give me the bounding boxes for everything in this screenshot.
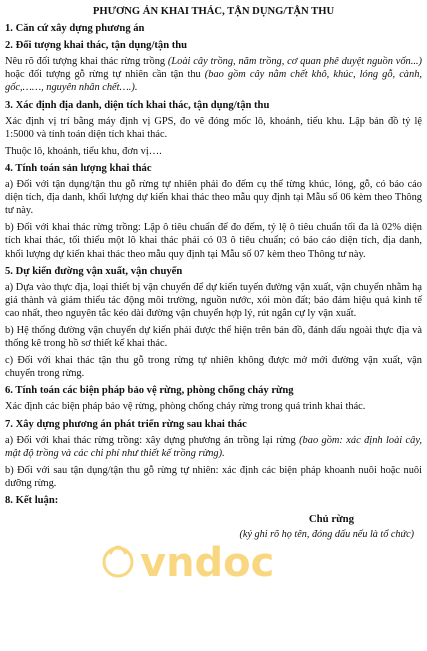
- section-paragraph: [5, 178, 422, 217]
- section-heading: 4. Tính toán sản lượng khai thác: [5, 162, 152, 174]
- section-heading: 8. Kết luận:: [5, 495, 59, 506]
- signature-block: [5, 513, 422, 541]
- section-heading: 5. Dự kiến đường vận xuất, vận chuyển: [5, 265, 183, 277]
- italic-text: (bao gồm cây nằm chết khô, khúc, lóng gỗ, cành, gốc,……, nguyên nhân chết….).: [5, 69, 422, 94]
- section-paragraph: [5, 221, 422, 260]
- section-paragraph: [5, 400, 422, 413]
- italic-text: (bao gồm: xác định loài cây, mật độ trồng và các chi phí như thiết kế trồng rừng).: [5, 434, 422, 459]
- svg-text:vndoc: vndoc: [140, 540, 275, 586]
- body-text: Xác định vị trí bằng máy định vị GPS, đo vẽ đóng mốc lô, khoảnh, tiểu khu. Lập bản đồ tỷ lệ 1:5000 và tính toán diện tích khai thác.: [5, 115, 422, 140]
- section-paragraph: [5, 434, 422, 460]
- body-text: a) Đối với khai thác rừng trồng: xây dựng phương án trồng lại rừng: [5, 434, 300, 446]
- section-heading: 3. Xác định địa danh, diện tích khai thác, tận dụng/tận thu: [5, 99, 270, 111]
- section-heading: 2. Đối tượng khai thác, tận dụng/tận thu: [5, 40, 188, 52]
- section-paragraph: [5, 354, 422, 380]
- section-paragraph: [5, 281, 422, 320]
- section-paragraph: [5, 464, 422, 490]
- body-text: b) Hệ thống đường vận chuyển dự kiến phải được thể hiện trên bản đồ, đánh dấu ngoài thực địa và thống kê trong hồ sơ thiết kế khai thác.: [5, 324, 422, 350]
- section-paragraph: [5, 324, 422, 350]
- section-heading: 1. Căn cứ xây dựng phương án: [5, 23, 145, 35]
- body-text: hoặc đối tượng gỗ rừng tự nhiên cần tận thu: [5, 69, 205, 81]
- signature-title: Chủ rừng: [308, 513, 354, 526]
- body-text: a) Dựa vào thực địa, loại thiết bị vận chuyển để dự kiến tuyến đường vận xuất, vận chuyển nhằm hạ giá thành và giảm thiểu tác động môi trường, nguồn nước, xói mòn đất; bảo đảm hiệu quả kinh tế cao nhất, theo nguyên tắc kéo dài đường vận chuyển hợp lý, rút ngắn cự ly vận xuất.: [5, 281, 422, 319]
- signature-note: (ký ghi rõ họ tên, đóng dấu nếu là tổ chức): [239, 529, 414, 541]
- section-paragraph: [5, 55, 422, 94]
- section-heading: 6. Tính toán các biện pháp bảo vệ rừng, phòng chống cháy rừng: [5, 385, 294, 397]
- section-paragraph: [5, 115, 422, 141]
- body-text: b) Đối với sau tận dụng/tận thu gỗ rừng tự nhiên: xác định các biện pháp khoanh nuôi hoặc nuôi dưỡng rừng.: [5, 464, 422, 489]
- body-text: b) Đối với khai thác rừng trồng: Lập ô tiêu chuẩn để đo đếm, tỷ lệ ô tiêu chuẩn tối đa là 02% diện tích khai thác, tối thiểu một lô khai thác phải có 03 ô tiêu chuẩn; có báo cáo diện tích, địa danh, khối lượng dự kiến khai thác theo mẫu quy định tại Mẫu số 07 kèm theo Thông tư này.: [5, 222, 422, 260]
- body-text: Thuộc lô, khoảnh, tiểu khu, đơn vị….: [5, 145, 162, 157]
- document-body: [5, 22, 422, 507]
- section-heading: 7. Xây dựng phương án phát triển rừng sau khai thác: [5, 418, 247, 430]
- document-title: PHƯƠNG ÁN KHAI THÁC, TẬN DỤNG/TẬN THU: [92, 6, 335, 17]
- body-text: c) Đối với khai thác tận thu gỗ trong rừng tự nhiên không được mở mới đường vận xuất, vận chuyển trong rừng.: [5, 355, 422, 380]
- section-paragraph: [5, 145, 422, 158]
- body-text: Nêu rõ đối tượng khai thác rừng trồng: [5, 56, 168, 68]
- body-text: a) Đối với tận dụng/tận thu gỗ rừng tự nhiên phải đo đếm cụ thể từng khúc, lóng, gỗ, có báo cáo diện tích, địa danh, khối lượng dự kiến khai thác theo mẫu quy định tại Mẫu số 06 kèm theo Thông tư này.: [5, 179, 422, 217]
- body-text: Xác định các biện pháp bảo vệ rừng, phòng chống cháy rừng trong quá trình khai thác.: [5, 401, 366, 413]
- italic-text: (Loài cây trồng, năm trồng, cơ quan phê duyệt nguồn vốn...): [167, 56, 422, 68]
